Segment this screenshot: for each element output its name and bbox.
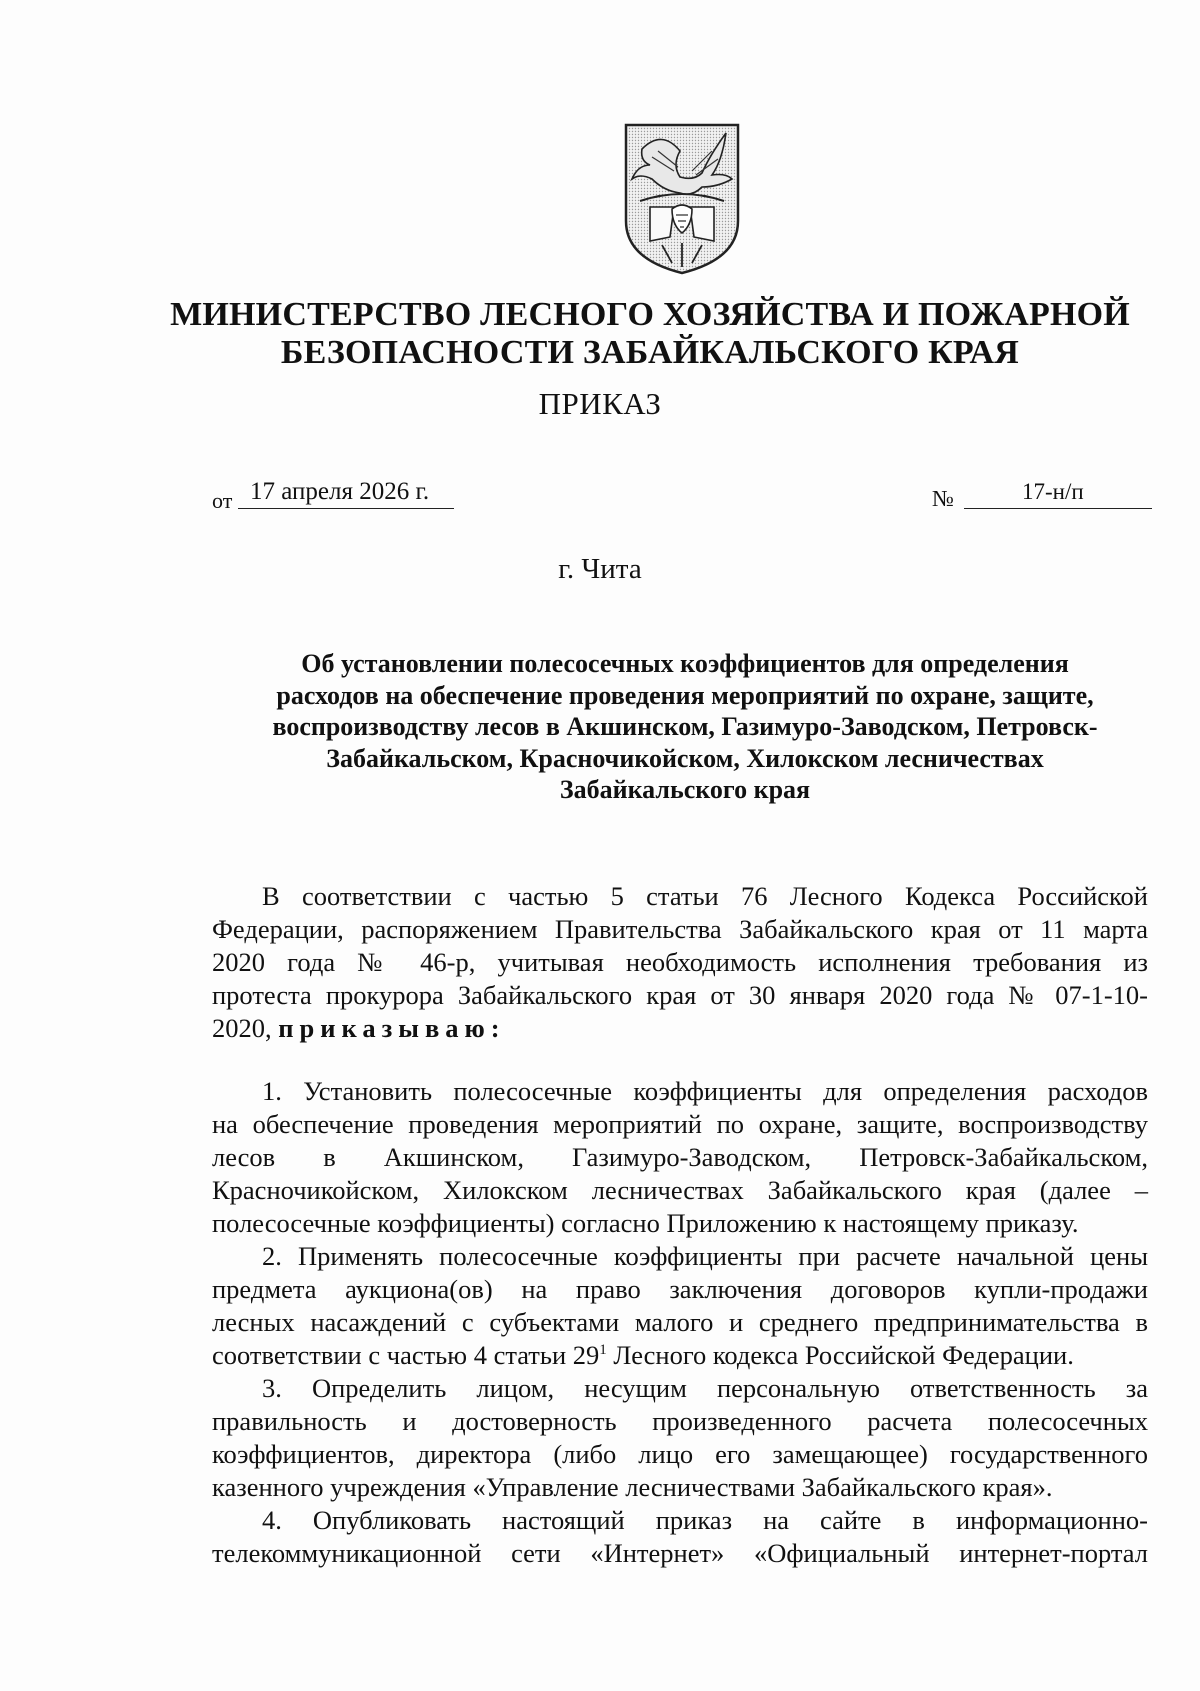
- text-line: 1. Установить полесосечные коэффициенты для определения расходов: [262, 1076, 1148, 1106]
- preamble-paragraph: [212, 880, 1148, 1045]
- text-line: правильность и достоверность произведенного расчета полесосечных: [212, 1406, 1148, 1436]
- title-line: Забайкальском, Красночикойском, Хилокском лесничествах: [326, 743, 1044, 773]
- text-line: В соответствии с частью 5 статьи 76 Лесного Кодекса Российской: [262, 881, 1148, 911]
- text-line: [212, 1339, 1148, 1372]
- document-type: ПРИКАЗ: [538, 386, 662, 421]
- text-line: телекоммуникационной сети «Интернет» «Официальный интернет-портал: [212, 1538, 1148, 1568]
- superscript: 1: [599, 1342, 607, 1358]
- text-line: полесосечные коэффициенты) согласно Приложению к настоящему приказу.: [212, 1208, 1079, 1238]
- text-line: предмета аукциона(ов) на право заключения договоров купли-продажи: [212, 1274, 1148, 1304]
- text-line: лесных насаждений с субъектами малого и среднего предпринимательства в: [212, 1307, 1148, 1337]
- text-line: Красночикойском, Хилокском лесничествах Забайкальского края (далее –: [212, 1175, 1148, 1205]
- text-line: 3. Определить лицом, несущим персональную ответственность за: [262, 1373, 1148, 1403]
- title-line: расходов на обеспечение проведения мероприятий по охране, защите,: [276, 680, 1094, 710]
- order-keyword: приказываю:: [278, 1013, 506, 1043]
- date-prefix: от: [212, 488, 233, 513]
- text-line: коэффициентов, директора (либо лицо его замещающее) государственного: [212, 1439, 1148, 1469]
- order-date: 17 апреля 2026 г.: [238, 476, 454, 509]
- order-items: [212, 1075, 1148, 1570]
- text-line: на обеспечение проведения мероприятий по охране, защите, воспроизводству: [212, 1109, 1148, 1139]
- text-line: [212, 1012, 1148, 1045]
- text-line: 4. Опубликовать настоящий приказ на сайте в информационно-: [262, 1505, 1148, 1535]
- text-fragment: 2020,: [212, 1013, 272, 1043]
- ministry-title-line-1: МИНИСТЕРСТВО ЛЕСНОГО ХОЗЯЙСТВА И ПОЖАРНОЙ: [170, 296, 1130, 333]
- text-line: протеста прокурора Забайкальского края от 30 января 2020 года № 07-1-10-: [212, 980, 1148, 1010]
- title-line: Забайкальского края: [559, 775, 811, 804]
- text-line: 2. Применять полесосечные коэффициенты при расчете начальной цены: [262, 1241, 1148, 1271]
- order-number: 17-н/п: [964, 476, 1152, 509]
- text-line: казенного учреждения «Управление лесничествами Забайкальского края».: [212, 1472, 1053, 1502]
- text-line: 2020 года № 46-р, учитывая необходимость исполнения требования из: [212, 947, 1148, 977]
- text-fragment: Лесного кодекса Российской Федерации.: [606, 1340, 1074, 1370]
- number-sign: №: [932, 486, 954, 511]
- title-line: воспроизводству лесов в Акшинском, Газимуро-Заводском, Петровск-: [272, 712, 1098, 741]
- city: г. Чита: [558, 553, 642, 585]
- coat-of-arms-emblem: [622, 121, 742, 275]
- title-line: Об установлении полесосечных коэффициентов для определения: [301, 649, 1069, 678]
- order-title: [215, 648, 1155, 806]
- text-fragment: соответствии с частью 4 статьи 29: [212, 1340, 600, 1370]
- date-number-row: [212, 476, 1152, 516]
- text-line: лесов в Акшинском, Газимуро-Заводском, Петровск-Забайкальском,: [212, 1142, 1148, 1172]
- text-line: Федерации, распоряжением Правительства Забайкальского края от 11 марта: [212, 914, 1148, 944]
- ministry-title-line-2: БЕЗОПАСНОСТИ ЗАБАЙКАЛЬСКОГО КРАЯ: [280, 334, 1020, 371]
